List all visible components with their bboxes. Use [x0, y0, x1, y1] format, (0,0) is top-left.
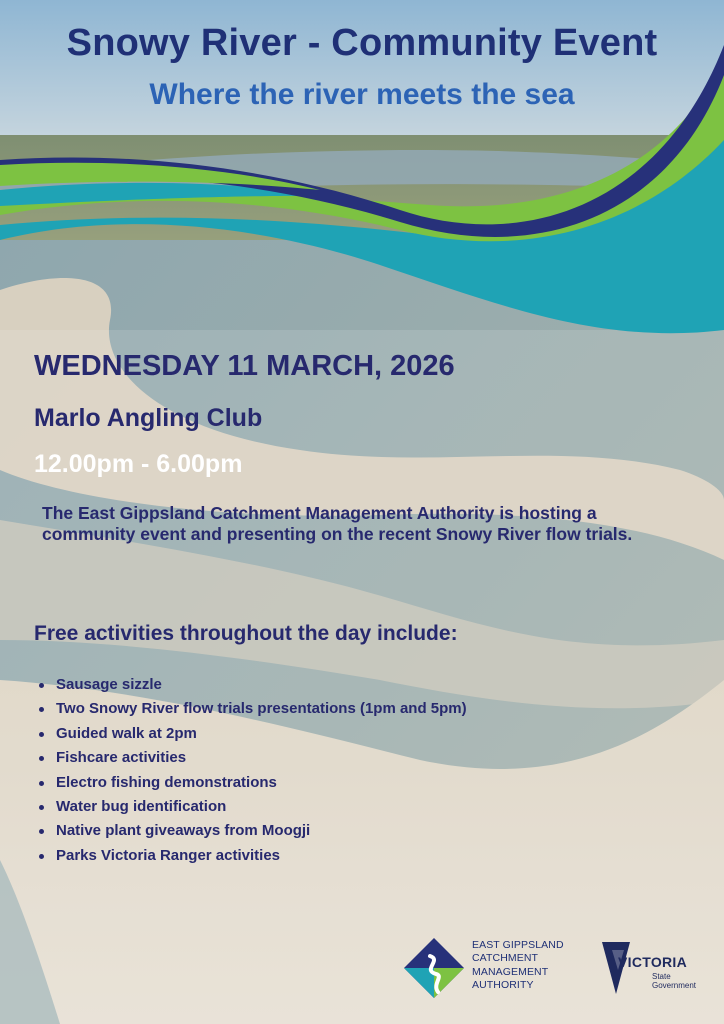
- victoria-sub-line: Government: [652, 981, 697, 990]
- activities-heading: Free activities throughout the day include:: [34, 622, 458, 645]
- egcma-line: EAST GIPPSLAND: [472, 939, 564, 951]
- intro-paragraph: The East Gippsland Catchment Management Authority is hosting a community event and presenting on the recent Snowy River flow trials.: [42, 503, 633, 544]
- list-item: Fishcare activities: [36, 749, 467, 773]
- page-subtitle: Where the river meets the sea: [149, 78, 575, 111]
- victoria-subtext: [652, 972, 696, 990]
- event-date: WEDNESDAY 11 MARCH, 2026: [34, 350, 455, 382]
- activities-list: [36, 676, 467, 871]
- victoria-wordmark: VICTORIA: [618, 954, 688, 970]
- sky: [0, 0, 724, 140]
- list-item: Parks Victoria Ranger activities: [36, 847, 467, 871]
- list-item: Guided walk at 2pm: [36, 725, 467, 749]
- egcma-logo-text: [472, 939, 564, 993]
- victoria-sub-line: State: [652, 972, 671, 981]
- egcma-line: AUTHORITY: [472, 979, 534, 992]
- list-item: Electro fishing demonstrations: [36, 774, 467, 798]
- page-title: Snowy River - Community Event: [66, 22, 658, 64]
- event-time: 12.00pm - 6.00pm: [34, 450, 243, 478]
- list-item: Sausage sizzle: [36, 676, 467, 700]
- egcma-diamond-river-icon: [402, 936, 466, 1000]
- egcma-line: CATCHMENT: [472, 952, 539, 965]
- event-venue: Marlo Angling Club: [34, 404, 263, 432]
- egcma-line: MANAGEMENT: [472, 965, 549, 978]
- list-item: Two Snowy River flow trials presentations (1pm and 5pm): [36, 700, 467, 724]
- list-item: Water bug identification: [36, 798, 467, 822]
- list-item: Native plant giveaways from Moogji: [36, 822, 467, 846]
